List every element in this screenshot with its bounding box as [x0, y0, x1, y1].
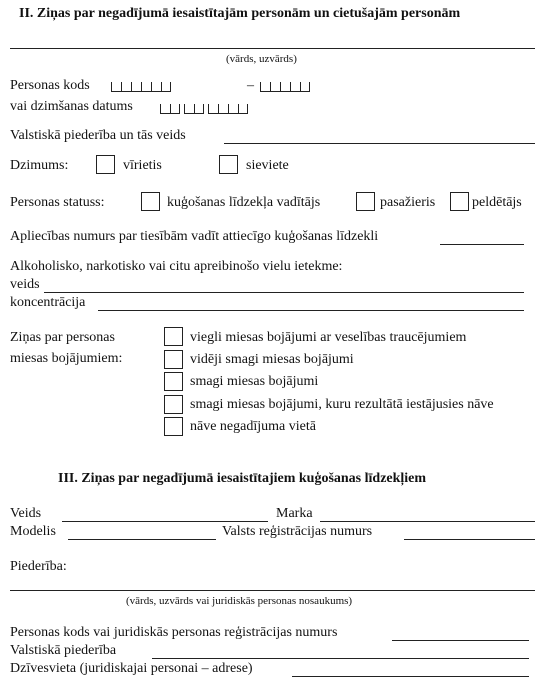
injury-severe-death-checkbox[interactable]: [164, 395, 183, 414]
owner-name-line[interactable]: [10, 590, 535, 591]
owner-code-line[interactable]: [392, 640, 529, 641]
male-label: vīrietis: [123, 158, 162, 173]
injury-death-on-site-label: nāve negadījuma vietā: [190, 419, 316, 434]
injury-light-checkbox[interactable]: [164, 327, 183, 346]
vehicle-model-line[interactable]: [68, 539, 216, 540]
injury-severe-checkbox[interactable]: [164, 372, 183, 391]
female-checkbox[interactable]: [219, 155, 238, 174]
vehicle-type-line[interactable]: [62, 521, 268, 522]
birth-date-cells[interactable]: [160, 100, 248, 114]
concentration-line[interactable]: [98, 310, 524, 311]
vehicle-model-label: Modelis: [10, 524, 56, 539]
personal-code-label: Personas kods: [10, 78, 90, 93]
citizenship-line[interactable]: [224, 143, 535, 144]
personal-code-dash: –: [247, 78, 254, 93]
residence-label: Dzīvesvieta (juridiskajai personai – adrese): [10, 661, 253, 676]
injury-light-label: viegli miesas bojājumi ar veselības traucējumiem: [190, 330, 467, 345]
owner-citizenship-line[interactable]: [152, 658, 529, 659]
birth-date-label: vai dzimšanas datums: [10, 99, 133, 114]
status-passenger-checkbox[interactable]: [356, 192, 375, 211]
influence-kind-line[interactable]: [44, 292, 524, 293]
status-swimmer-checkbox[interactable]: [450, 192, 469, 211]
injury-moderate-label: vidēji smagi miesas bojājumi: [190, 352, 354, 367]
personal-code-first-part[interactable]: [111, 78, 171, 92]
vehicle-type-label: Veids: [10, 506, 42, 521]
section-2-title: II. Ziņas par negadījumā iesaistītajām personām un cietušajām personām: [19, 6, 461, 21]
male-checkbox[interactable]: [96, 155, 115, 174]
status-label: Personas statuss:: [10, 195, 105, 210]
residence-line[interactable]: [292, 676, 529, 677]
status-passenger-label: pasažieris: [380, 195, 436, 210]
owner-hint: (vārds, uzvārds vai juridiskās personas nosaukums): [126, 595, 353, 607]
status-driver-checkbox[interactable]: [141, 192, 160, 211]
vehicle-brand-line[interactable]: [320, 521, 535, 522]
injury-label-line-2: miesas bojājumiem:: [10, 351, 123, 366]
personal-code-second-part[interactable]: [260, 78, 310, 92]
name-hint: (vārds, uzvārds): [226, 53, 297, 65]
concentration-label: koncentrācija: [10, 295, 86, 310]
injury-severe-label: smagi miesas bojājumi: [190, 374, 319, 389]
injury-severe-death-label: smagi miesas bojājumi, kuru rezultātā iestājusies nāve: [190, 397, 494, 412]
status-driver-label: kuģošanas līdzekļa vadītājs: [167, 195, 321, 210]
injury-death-on-site-checkbox[interactable]: [164, 417, 183, 436]
citizenship-label: Valstiskā piederība un tās veids: [10, 128, 186, 143]
vehicle-reg-line[interactable]: [404, 539, 535, 540]
injury-label-line-1: Ziņas par personas: [10, 330, 115, 345]
status-swimmer-label: peldētājs: [472, 195, 522, 210]
influence-kind-label: veids: [10, 277, 40, 292]
injury-moderate-checkbox[interactable]: [164, 350, 183, 369]
owner-citizenship-label: Valstiskā piederība: [10, 643, 117, 658]
license-line[interactable]: [440, 244, 524, 245]
name-line[interactable]: [10, 48, 535, 49]
female-label: sieviete: [246, 158, 289, 173]
owner-code-label: Personas kods vai juridiskās personas reģistrācijas numurs: [10, 625, 338, 640]
vehicle-brand-label: Marka: [276, 506, 313, 521]
gender-label: Dzimums:: [10, 158, 69, 173]
license-label: Apliecības numurs par tiesībām vadīt attiecīgo kuģošanas līdzekli: [10, 229, 379, 244]
vehicle-reg-label: Valsts reģistrācijas numurs: [222, 524, 373, 539]
ownership-label: Piederība:: [10, 559, 67, 574]
section-3-title: III. Ziņas par negadījumā iesaistītajiem kuģošanas līdzekļiem: [58, 471, 427, 486]
influence-label: Alkoholisko, narkotisko vai citu apreibinošo vielu ietekme:: [10, 259, 343, 274]
